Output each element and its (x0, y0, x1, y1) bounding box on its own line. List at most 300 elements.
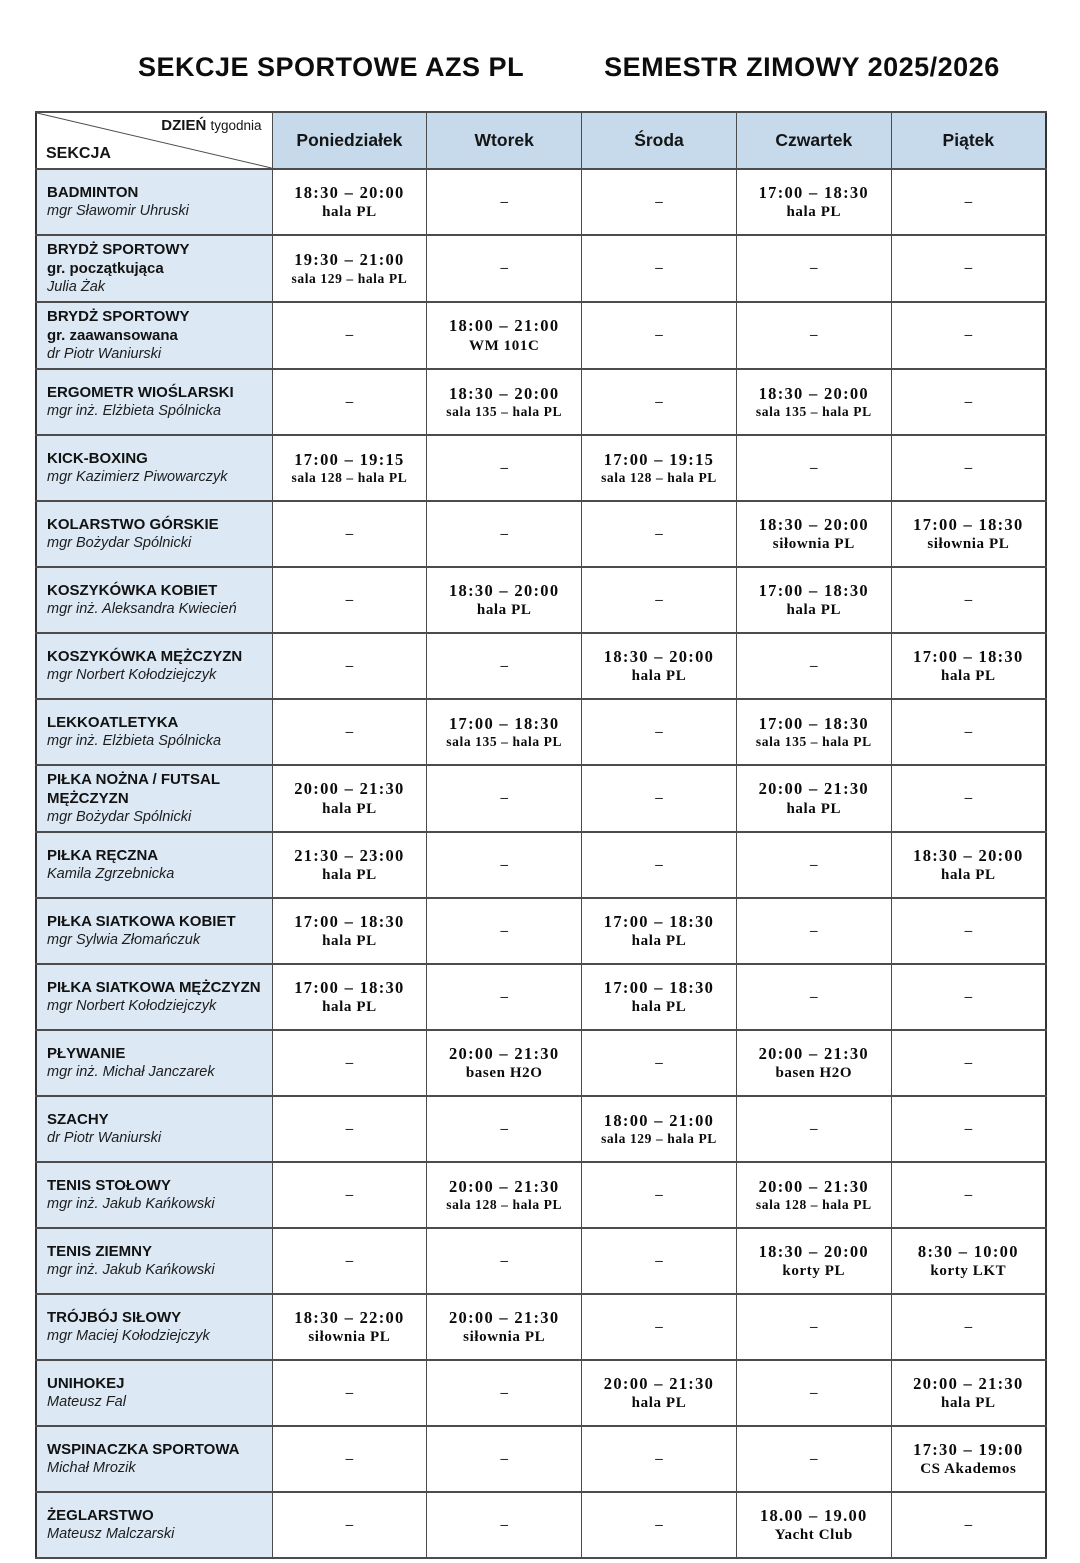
empty-dash: – (655, 1054, 663, 1071)
section-cell (36, 435, 272, 501)
slot-time: 17:00 – 18:30 (603, 977, 715, 997)
section-instructor: mgr Kazimierz Piwowarczyk (47, 469, 228, 486)
slot-time: 18.00 – 19.00 (759, 1505, 868, 1525)
empty-slot (272, 1030, 427, 1096)
slot-place: hala PL (786, 602, 842, 619)
section-name: BRYDŻ SPORTOWY (47, 241, 190, 258)
empty-dash: – (345, 1516, 354, 1533)
empty-slot (272, 1360, 427, 1426)
slot-cell (736, 501, 891, 567)
section-cell (36, 169, 272, 235)
empty-dash: – (345, 1384, 354, 1401)
empty-slot (582, 1426, 737, 1492)
slot-place: siłownia PL (463, 1329, 546, 1346)
empty-slot (272, 369, 427, 435)
slot-place: basen H2O (465, 1065, 543, 1082)
header-row (36, 112, 1046, 169)
empty-dash: – (964, 393, 973, 410)
slot-cell (891, 1228, 1046, 1294)
empty-slot (891, 1294, 1046, 1360)
section-name: PIŁKA SIATKOWA MĘŻCZYZN (47, 978, 261, 996)
empty-slot (891, 302, 1046, 369)
slot-cell (736, 567, 891, 633)
slot-place: WM 101C (468, 337, 540, 354)
table-row (36, 765, 1046, 832)
slot-place: sala 135 – hala PL (446, 734, 563, 750)
empty-slot (891, 1030, 1046, 1096)
empty-dash: – (810, 260, 818, 277)
section-instructor: dr Piotr Waniurski (47, 1130, 162, 1147)
table-row (36, 1492, 1046, 1558)
section-cell (36, 369, 272, 435)
table-row (36, 435, 1046, 501)
empty-slot (582, 1294, 737, 1360)
section-name: PIŁKA SIATKOWA KOBIET (47, 912, 236, 930)
empty-slot (891, 567, 1046, 633)
empty-dash: – (345, 1252, 354, 1269)
slot-cell (582, 1360, 737, 1426)
empty-slot (427, 1096, 582, 1162)
empty-slot (272, 1492, 427, 1558)
section-cell (36, 765, 272, 832)
section-name: SZACHY (47, 1110, 109, 1128)
slot-time: 17:00 – 18:30 (294, 977, 405, 997)
section-instructor: Mateusz Fal (47, 1394, 126, 1411)
section-name: BRYDŻ SPORTOWY (47, 307, 190, 325)
empty-dash: – (500, 790, 508, 807)
table-row (36, 898, 1046, 964)
section-name: KOLARSTWO GÓRSKIE (47, 515, 219, 533)
slot-place: sala 129 – hala PL (601, 1131, 717, 1147)
table-row (36, 501, 1046, 567)
empty-dash: – (964, 723, 973, 740)
empty-dash: – (810, 1318, 818, 1335)
section-name: WSPINACZKA SPORTOWA (47, 1440, 240, 1458)
empty-dash: – (655, 1318, 663, 1335)
section-cell (36, 1492, 272, 1558)
section-name: PIŁKA RĘCZNA (47, 846, 159, 864)
slot-cell (272, 898, 427, 964)
empty-slot (736, 898, 891, 964)
slot-cell (891, 1360, 1046, 1426)
slot-cell (736, 1162, 891, 1228)
section-name: ERGOMETR WIOŚLARSKI (47, 383, 234, 401)
page (0, 52, 1080, 1563)
empty-slot (736, 1294, 891, 1360)
section-name: TENIS STOŁOWY (47, 1176, 171, 1194)
slot-place: korty PL (782, 1263, 846, 1280)
empty-dash: – (500, 657, 508, 674)
slot-time: 20:00 – 21:30 (449, 1176, 560, 1196)
empty-slot (272, 1162, 427, 1228)
slot-cell (272, 169, 427, 235)
empty-dash: – (500, 1450, 508, 1467)
empty-dash: – (500, 922, 508, 939)
schedule-body (36, 169, 1046, 1558)
slot-time: 18:30 – 20:00 (449, 383, 560, 403)
section-instructor: mgr Maciej Kołodziejczyk (47, 1328, 210, 1345)
section-name: TENIS ZIEMNY (47, 1242, 153, 1260)
section-cell (36, 699, 272, 765)
slot-place: siłownia PL (772, 536, 855, 553)
empty-slot (427, 898, 582, 964)
table-row (36, 1030, 1046, 1096)
empty-slot (272, 699, 427, 765)
section-instructor: mgr Bożydar Spólnicki (47, 809, 192, 826)
slot-place: hala PL (786, 800, 842, 817)
slot-place: sala 128 – hala PL (291, 470, 408, 486)
slot-place: sala 129 – hala PL (291, 270, 408, 286)
slot-time: 20:00 – 21:30 (913, 1373, 1024, 1393)
slot-time: 8:30 – 10:00 (917, 1241, 1019, 1261)
empty-dash: – (964, 1516, 973, 1533)
section-cell (36, 832, 272, 898)
empty-slot (736, 1426, 891, 1492)
empty-dash: – (810, 459, 818, 476)
slot-time: 19:30 – 21:00 (294, 250, 405, 270)
corner-day-label: DZIEŃ tygodnia (161, 117, 262, 134)
empty-slot (736, 832, 891, 898)
slot-cell (427, 567, 582, 633)
slot-time: 17:00 – 18:30 (758, 713, 869, 733)
section-cell (36, 1162, 272, 1228)
empty-slot (891, 1162, 1046, 1228)
empty-dash: – (345, 657, 354, 674)
title-semester: SEMESTR ZIMOWY 2025/2026 (604, 52, 1000, 82)
slot-cell (272, 765, 427, 832)
slot-time: 20:00 – 21:30 (449, 1307, 560, 1327)
title-sections: SEKCJE SPORTOWE AZS PL (138, 52, 525, 82)
empty-slot (427, 964, 582, 1030)
empty-slot (736, 633, 891, 699)
slot-cell (736, 369, 891, 435)
slot-cell (582, 964, 737, 1030)
empty-slot (891, 235, 1046, 302)
slot-time: 17:00 – 19:15 (294, 449, 405, 469)
section-instructor: mgr Bożydar Spólnicki (47, 535, 192, 552)
empty-slot (427, 1492, 582, 1558)
empty-dash: – (345, 1054, 354, 1071)
empty-slot (582, 302, 737, 369)
page-title (0, 52, 1080, 83)
slot-cell (427, 699, 582, 765)
section-instructor: mgr inż. Elżbieta Spólnicka (47, 733, 222, 750)
table-row (36, 1162, 1046, 1228)
section-name: LEKKOATLETYKA (47, 713, 179, 731)
section-cell (36, 235, 272, 302)
empty-slot (427, 1360, 582, 1426)
empty-dash: – (964, 1186, 973, 1203)
slot-place: siłownia PL (927, 536, 1010, 553)
slot-time: 18:30 – 20:00 (294, 182, 405, 202)
day-header-2: Środa (582, 112, 737, 169)
slot-place: hala PL (631, 999, 687, 1016)
empty-slot (427, 169, 582, 235)
empty-dash: – (655, 525, 663, 542)
empty-dash: – (964, 1054, 973, 1071)
section-cell (36, 964, 272, 1030)
empty-slot (582, 501, 737, 567)
slot-place: hala PL (786, 204, 842, 221)
empty-slot (427, 1426, 582, 1492)
empty-slot (272, 302, 427, 369)
empty-slot (891, 964, 1046, 1030)
empty-dash: – (500, 988, 508, 1005)
empty-slot (272, 501, 427, 567)
empty-slot (427, 1228, 582, 1294)
empty-slot (736, 964, 891, 1030)
empty-dash: – (655, 1450, 663, 1467)
empty-dash: – (964, 1318, 973, 1335)
empty-slot (582, 699, 737, 765)
empty-dash: – (655, 393, 663, 410)
section-instructor: Julia Żak (47, 279, 106, 296)
empty-dash: – (345, 723, 354, 740)
slot-cell (582, 435, 737, 501)
slot-cell (272, 964, 427, 1030)
slot-time: 17:00 – 19:15 (603, 449, 715, 469)
section-cell (36, 1096, 272, 1162)
empty-slot (736, 435, 891, 501)
empty-dash: – (655, 1516, 663, 1533)
slot-cell (891, 633, 1046, 699)
schedule-table (35, 111, 1047, 1559)
empty-dash: – (810, 1450, 818, 1467)
empty-dash: – (500, 194, 508, 210)
table-row (36, 1228, 1046, 1294)
empty-dash: – (964, 591, 973, 608)
section-instructor: mgr inż. Aleksandra Kwiecień (47, 601, 237, 618)
slot-cell (427, 302, 582, 369)
section-instructor: Michał Mrozik (47, 1460, 136, 1477)
empty-slot (891, 898, 1046, 964)
empty-dash: – (345, 525, 354, 542)
slot-time: 17:00 – 18:30 (294, 911, 405, 931)
day-header-4: Piątek (891, 112, 1046, 169)
empty-slot (582, 567, 737, 633)
corner-cell (36, 112, 272, 169)
empty-slot (427, 501, 582, 567)
empty-dash: – (964, 327, 973, 344)
empty-slot (272, 567, 427, 633)
empty-slot (582, 765, 737, 832)
empty-slot (891, 369, 1046, 435)
section-cell (36, 633, 272, 699)
empty-slot (582, 169, 737, 235)
slot-place: hala PL (941, 867, 996, 884)
slot-place: hala PL (322, 867, 377, 884)
slot-cell (736, 765, 891, 832)
empty-slot (427, 435, 582, 501)
slot-place: sala 135 – hala PL (755, 404, 872, 420)
slot-time: 18:30 – 20:00 (758, 383, 869, 403)
day-header-3: Czwartek (736, 112, 891, 169)
slot-place: hala PL (322, 933, 377, 950)
slot-cell (582, 1096, 737, 1162)
empty-slot (736, 1360, 891, 1426)
slot-place: sala 128 – hala PL (446, 1197, 563, 1213)
empty-dash: – (655, 856, 663, 873)
slot-place: Yacht Club (774, 1527, 853, 1544)
slot-cell (427, 1030, 582, 1096)
slot-cell (272, 235, 427, 302)
slot-place: sala 128 – hala PL (601, 470, 717, 486)
empty-dash: – (964, 260, 973, 277)
section-cell (36, 1426, 272, 1492)
slot-cell (427, 1162, 582, 1228)
section-name: PIŁKA NOŻNA / FUTSAL MĘŻCZYZN (47, 770, 220, 808)
slot-place: hala PL (941, 1395, 996, 1412)
slot-cell (736, 1228, 891, 1294)
slot-time: 21:30 – 23:00 (294, 845, 405, 865)
empty-slot (891, 699, 1046, 765)
section-instructor: mgr inż. Michał Janczarek (47, 1064, 215, 1081)
section-instructor: dr Piotr Waniurski (47, 346, 162, 363)
section-instructor: mgr inż. Jakub Kańkowski (47, 1196, 215, 1213)
empty-slot (582, 235, 737, 302)
section-instructor: mgr Sławomir Uhruski (47, 203, 189, 220)
slot-time: 17:30 – 19:00 (913, 1439, 1024, 1459)
section-instructor: mgr Sylwia Złomańczuk (47, 932, 201, 949)
empty-dash: – (810, 988, 818, 1005)
empty-dash: – (964, 988, 973, 1005)
empty-slot (736, 1096, 891, 1162)
section-cell (36, 1030, 272, 1096)
slot-place: sala 135 – hala PL (446, 404, 563, 420)
empty-dash: – (964, 459, 973, 476)
empty-dash: – (500, 260, 508, 277)
table-row (36, 1096, 1046, 1162)
empty-dash: – (964, 922, 973, 939)
slot-time: 17:00 – 18:30 (603, 911, 715, 931)
empty-slot (427, 832, 582, 898)
table-row (36, 1426, 1046, 1492)
slot-place: hala PL (631, 933, 687, 950)
section-instructor: Mateusz Malczarski (47, 1526, 175, 1543)
empty-slot (736, 235, 891, 302)
table-row (36, 567, 1046, 633)
table-row (36, 964, 1046, 1030)
day-header-1: Wtorek (427, 112, 582, 169)
slot-time: 18:30 – 20:00 (449, 580, 560, 600)
empty-dash: – (345, 393, 354, 410)
slot-time: 18:30 – 22:00 (294, 1307, 405, 1327)
slot-cell (736, 699, 891, 765)
empty-dash: – (655, 194, 663, 210)
slot-time: 20:00 – 21:30 (449, 1043, 560, 1063)
empty-slot (582, 1030, 737, 1096)
section-group: gr. zaawansowana (47, 327, 178, 345)
slot-place: hala PL (941, 668, 996, 685)
empty-dash: – (810, 856, 818, 873)
section-name: TRÓJBÓJ SIŁOWY (47, 1308, 182, 1326)
empty-dash: – (500, 1516, 508, 1533)
slot-cell (582, 633, 737, 699)
empty-dash: – (810, 922, 818, 939)
slot-time: 18:30 – 20:00 (913, 845, 1024, 865)
slot-cell (272, 832, 427, 898)
slot-place: korty LKT (930, 1263, 1007, 1280)
section-name: KICK-BOXING (47, 449, 148, 467)
section-cell (36, 567, 272, 633)
slot-cell (736, 1492, 891, 1558)
empty-dash: – (345, 1186, 354, 1203)
empty-slot (891, 765, 1046, 832)
table-row (36, 235, 1046, 302)
slot-place: basen H2O (775, 1065, 853, 1082)
slot-cell (427, 1294, 582, 1360)
empty-slot (272, 1426, 427, 1492)
section-name: BADMINTON (47, 184, 139, 202)
section-group: gr. początkująca (47, 260, 164, 278)
empty-slot (427, 765, 582, 832)
slot-time: 20:00 – 21:30 (758, 1043, 869, 1063)
empty-dash: – (810, 657, 818, 674)
empty-dash: – (500, 525, 508, 542)
table-row (36, 1360, 1046, 1426)
slot-cell (891, 832, 1046, 898)
section-cell (36, 898, 272, 964)
empty-dash: – (500, 1384, 508, 1401)
empty-dash: – (500, 1252, 508, 1269)
slot-place: CS Akademos (920, 1461, 1017, 1478)
section-instructor: mgr Norbert Kołodziejczyk (47, 998, 217, 1015)
section-cell (36, 1360, 272, 1426)
slot-time: 18:30 – 20:00 (758, 1241, 869, 1261)
slot-time: 17:00 – 18:30 (449, 713, 560, 733)
empty-slot (582, 1228, 737, 1294)
empty-dash: – (964, 194, 973, 210)
empty-slot (891, 1492, 1046, 1558)
section-name: ŻEGLARSTWO (47, 1506, 154, 1524)
slot-place: hala PL (476, 602, 532, 619)
empty-dash: – (655, 723, 663, 740)
section-cell (36, 302, 272, 369)
empty-dash: – (964, 1120, 973, 1137)
section-name: UNIHOKEJ (47, 1374, 125, 1392)
empty-dash: – (500, 459, 508, 476)
empty-dash: – (655, 260, 663, 277)
empty-dash: – (500, 856, 508, 873)
table-row (36, 1294, 1046, 1360)
empty-dash: – (345, 591, 354, 608)
empty-slot (891, 169, 1046, 235)
empty-slot (272, 633, 427, 699)
empty-slot (891, 435, 1046, 501)
slot-time: 20:00 – 21:30 (603, 1373, 715, 1393)
slot-cell (736, 1030, 891, 1096)
empty-dash: – (655, 1252, 663, 1269)
empty-slot (582, 1492, 737, 1558)
section-instructor: mgr Norbert Kołodziejczyk (47, 667, 217, 684)
section-cell (36, 1294, 272, 1360)
empty-slot (272, 1228, 427, 1294)
slot-cell (272, 435, 427, 501)
slot-place: siłownia PL (308, 1329, 391, 1346)
empty-dash: – (345, 327, 354, 344)
section-name: KOSZYKÓWKA KOBIET (47, 581, 218, 599)
section-cell (36, 1228, 272, 1294)
slot-time: 18:30 – 20:00 (603, 646, 715, 666)
slot-time: 18:00 – 21:00 (603, 1110, 715, 1130)
slot-cell (272, 1294, 427, 1360)
table-row (36, 302, 1046, 369)
slot-time: 18:30 – 20:00 (758, 514, 869, 534)
table-row (36, 169, 1046, 235)
empty-slot (272, 1096, 427, 1162)
empty-dash: – (500, 1120, 508, 1137)
slot-place: sala 128 – hala PL (755, 1197, 872, 1213)
